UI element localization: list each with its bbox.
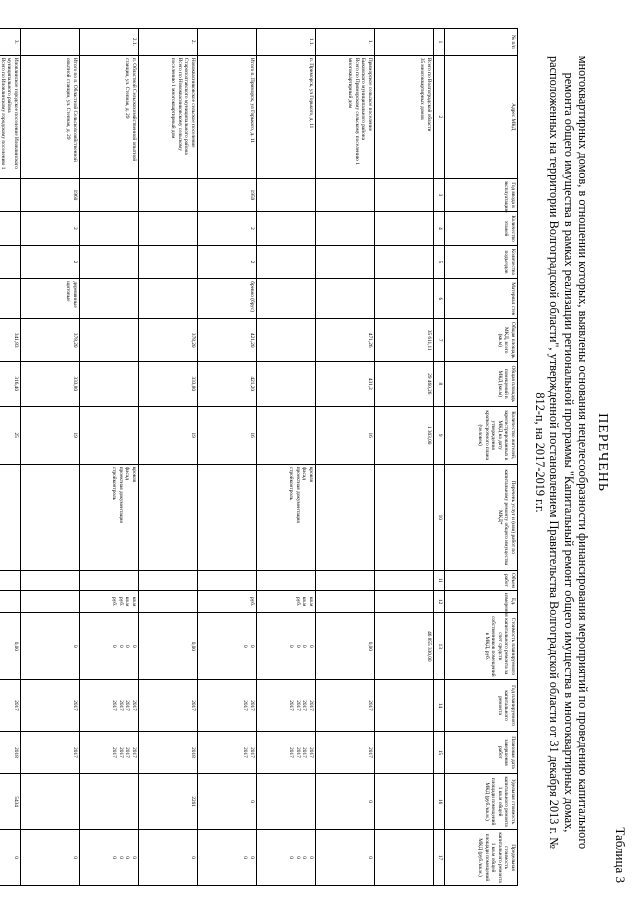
cell-vol [0,570,21,590]
cell-works [0,464,21,570]
column-header: Предельная стоимость капитального ремонта 1 кв.м общей площади помещений МКД (руб./кв.м.) [445,830,518,886]
cell-unit [0,590,21,612]
cell-line: 0 [111,856,118,859]
cell-line: 2017 [249,700,255,711]
column-number: 15 [434,731,445,773]
cell-unit-cost [139,774,198,830]
cell-works [375,464,434,570]
cell-addr [198,55,257,178]
table-row [375,29,434,886]
cell-line: стройконтроль [288,466,295,501]
cell-line: Всего по Волгоградской области [426,57,432,132]
cell-line: 0 [367,856,373,859]
cell-area-prem: 316,40 [0,361,21,406]
cell-line: кв.м [308,596,314,607]
cell-line: 0 [131,645,137,648]
cell-addr [375,55,434,178]
column-number: 16 [434,774,445,830]
cell-yr [375,680,434,731]
cell-addr [0,55,21,178]
cell-area-total [257,319,316,361]
table-row [0,29,21,886]
cell-line: 2017 [301,747,308,758]
cell-mat [316,279,375,319]
cell-year [257,178,316,212]
cell-line: 2017 [288,747,295,758]
cell-line: 2017 [72,747,78,758]
cell-line: 0 [294,856,301,859]
cell-line: стройконтроль [111,466,118,501]
cell-floors [375,212,434,246]
cell-works [198,464,257,570]
table-row [316,29,375,886]
cell-max-cost [375,830,434,886]
cell-entr [375,245,434,279]
table-row [257,29,316,886]
cell-line: 2017 [131,747,137,758]
cell-line: 0 [308,645,314,648]
cell-line: 0 [190,856,196,859]
cell-resid: 25 [0,406,21,464]
cell-line: фасад [124,466,131,480]
cell-line: проектная документация [117,466,124,523]
cell-unit [21,590,80,612]
cell-line: 0 [242,645,249,648]
cell-line: 2017 [308,700,314,711]
column-header: Год ввода в эксплуатацию [445,178,518,212]
cell-line: Всего по Новоквасниковскому сельскому поселению 1 многоквартирный дом [170,57,183,151]
cell-line: 0 [249,856,255,859]
cell-line: 0 [72,856,78,859]
cell-line: 2017 [13,700,19,711]
cell-line: 0 [72,645,78,648]
column-number: 2 [434,55,445,178]
cell-line: 2017 [308,747,314,758]
column-number: 17 [434,830,445,886]
column-number: 6 [434,279,445,319]
cell-unit [198,590,257,612]
cell-date [21,731,80,773]
cell-cost [80,613,139,680]
column-number: 1 [434,29,445,56]
column-header: Общая площадь МКД, всего (кв.м) [445,319,518,361]
column-header: Год планируемого капитального ремонта [445,680,518,731]
cell-resid: 19 [139,406,198,464]
cell-floors [0,212,21,246]
cell-line: Всего по Приморскому сельскому поселению 1 многоквартирный дом [347,57,360,165]
cell-line: 0,00 [367,641,373,651]
cell-line: руб. [117,597,124,607]
cell-works [21,464,80,570]
cell-date [375,731,434,773]
cell-yr [21,680,80,731]
cell-vol [80,570,139,590]
cell-cost [198,613,257,680]
mkd-table [0,28,518,886]
cell-line: кв.м [131,596,137,607]
cell-area-prem: 29 460,26 [375,361,434,406]
cell-floors [257,212,316,246]
cell-line: 2018 [13,747,19,758]
cell-mat [80,279,139,319]
cell-line: 2017 [249,747,255,758]
cell-line: руб. [294,597,301,607]
cell-line: 0 [242,856,249,859]
cell-date [198,731,257,773]
cell-vol [139,570,198,590]
cell-line: кв.м [301,596,308,607]
cell-mat [257,279,316,319]
cell-entr [80,245,139,279]
column-number: 14 [434,680,445,731]
cell-line: Итого по п. Областной Сельскохозяйственной опытной станции, ул. Степная, д. 29 [65,57,78,162]
cell-area-total [80,319,139,361]
cell-line: 2017 [367,747,373,758]
cell-unit-cost [80,774,139,830]
table-row [139,29,198,886]
cell-yr [139,680,198,731]
cell-floors [80,212,139,246]
cell-no: 2. [139,29,198,56]
cell-unit [316,590,375,612]
cell-floors: 2 [198,212,257,246]
cell-resid: 1 303,00 [375,406,434,464]
cell-line: 2017 [124,747,131,758]
cell-line: Новоквасниковское сельское поселение Старополтавского муниципального района [183,57,196,155]
cell-cost [139,613,198,680]
cell-date [257,731,316,773]
column-header: Количество этажей [445,212,518,246]
cell-entr: 2 [21,245,80,279]
cell-no [375,29,434,56]
cell-yr [0,680,21,731]
cell-year [139,178,198,212]
cell-no [198,29,257,56]
cell-line: 0 [131,856,137,859]
cell-entr [257,245,316,279]
cell-line: 0 [117,645,124,648]
cell-line: 0 [117,856,124,859]
table-row [80,29,139,886]
cell-line: 0 [308,856,314,859]
cell-line: кровля [308,466,314,483]
cell-floors [139,212,198,246]
cell-addr [21,55,80,178]
cell-line: руб. [111,597,118,607]
cell-max-cost [21,830,80,886]
column-number: 10 [434,464,445,570]
cell-line: 0 [301,856,308,859]
cell-no: 2.1. [80,29,139,56]
cell-yr [257,680,316,731]
cell-year [0,178,21,212]
cell-area-total: 471,26 [316,319,375,361]
cell-mat: бревно (брус) [198,279,257,319]
cell-line: кровля [131,466,137,483]
cell-line: 2017 [367,700,373,711]
cell-max-cost [198,830,257,886]
cell-yr [316,680,375,731]
cell-unit [257,590,316,612]
cell-yr [80,680,139,731]
cell-line: п. Приморск, ул Горького, д. 11 [308,57,314,129]
cell-no: 1. [316,29,375,56]
cell-area-prem: 333,80 [21,361,80,406]
cell-mat [375,279,434,319]
column-number: 12 [434,590,445,612]
table-body [0,29,434,886]
cell-area-total: 35 611,11 [375,319,434,361]
cell-date [80,731,139,773]
table-label: Таблица 3 [613,827,628,883]
column-header: Ед. измерения [445,590,518,612]
column-number: 9 [434,406,445,464]
cell-area-prem [257,361,316,406]
cell-cost [21,613,80,680]
table-row [198,29,257,886]
cell-entr [0,245,21,279]
cell-works [80,464,139,570]
column-header: Адрес МКД [445,55,518,178]
column-number: 5 [434,245,445,279]
cell-line: 0 [288,645,295,648]
cell-line: 2017 [288,700,295,711]
cell-mat: деревянные щитовые [21,279,80,319]
cell-line: 2018 [190,747,196,758]
column-header: Количество подъездов [445,245,518,279]
cell-line: Иловлинское городское поселение Иловлинского муниципального района [6,57,19,169]
cell-line: 2017 [294,747,301,758]
cell-line: кв.м [124,596,131,607]
column-header: № п/п [445,29,518,56]
cell-line: 0 [111,645,118,648]
cell-line: 2017 [72,700,78,711]
cell-vol [21,570,80,590]
cell-line: Приморское сельское поселение [367,57,373,132]
cell-line: 2017 [242,700,249,711]
cell-line: 0,00 [190,641,196,651]
cell-no: 3. [0,29,21,56]
cell-date [0,731,21,773]
column-header: Перечень услуг и (или) работ по капитальному ремонту общего имущества МКД* [445,464,518,570]
cell-unit-cost [257,774,316,830]
cell-addr [80,55,139,178]
cell-unit-cost [21,774,80,830]
cell-line: 0 [124,856,131,859]
column-number: 3 [434,178,445,212]
cell-line: 0 [301,645,308,648]
cell-line: 0 [249,645,255,648]
cell-area-prem [80,361,139,406]
cell-no [21,29,80,56]
cell-vol [198,570,257,590]
cell-date [316,731,375,773]
column-header: Объем работ [445,570,518,590]
document-subtitle: многоквартирных домов, в отношении которых, выявлены основания нецелесообразности финансирования мероприятий по проведению капитального ремонта общего имущества в рамках реализации региональной программы "Капитальный ремонт общего имущества в многоквартирных домах, расположенных на территории Волгоградской области", утвержденной постановлением Правительства Волгоградской области от 31 декабря 2013 г. № 812-п, на 2017-2019 г.г. [533,55,590,850]
cell-entr: 2 [198,245,257,279]
column-header: Удельная стоимость капитального ремонта 1 кв.м общей площади помещений МКД (руб./кв.м.) [445,774,518,830]
cell-line: 0 [288,856,295,859]
cell-mat [0,279,21,319]
cell-unit [139,590,198,612]
column-header: Плановая дата завершения работ [445,731,518,773]
cell-line: проектная документация [294,466,301,523]
cell-works [139,464,198,570]
column-header: Материал стен [445,279,518,319]
cell-year [375,178,434,212]
document-title: ПЕРЕЧЕНЬ [595,413,610,492]
cell-area-total: 378,20 [139,319,198,361]
cell-unit-cost [198,774,257,830]
cell-line: Итого п. Приморск, ул Горького, д. 11 [249,57,255,143]
cell-resid [257,406,316,464]
cell-line: 0 [294,645,301,648]
column-number: 8 [434,361,445,406]
cell-line: 0,00 [13,641,19,651]
cell-max-cost [316,830,375,886]
cell-line: п. Областной Сельскохозяйственной опытной станции, ул. Степная, д. 29 [124,57,137,162]
cell-max-cost [0,830,21,886]
cell-line: 46 855 330,00 [426,631,432,662]
cell-resid: 16 [316,406,375,464]
cell-floors [316,212,375,246]
column-header: Количество жителей, зарегистрированных в МКД на дату утверждения краткосрочного плана (человек) [445,406,518,464]
cell-entr [316,245,375,279]
cell-unit [80,590,139,612]
cell-addr [139,55,198,178]
cell-line: 2017 [294,700,301,711]
cell-date [139,731,198,773]
cell-unit [375,590,434,612]
cell-line: 35 многоквартирных домов [419,57,426,120]
column-number: 7 [434,319,445,361]
cell-area-total: 421,20 [198,319,257,361]
cell-line: 2017 [131,700,137,711]
header-row [445,29,518,886]
cell-line: 2017 [117,700,124,711]
cell-line: 0 [249,800,255,803]
cell-resid: 19 [21,406,80,464]
cell-floors: 2 [21,212,80,246]
cell-cost [257,613,316,680]
cell-vol [316,570,375,590]
cell-line: 5434 [13,796,19,807]
cell-line: 0 [124,645,131,648]
cell-no: 1.1. [257,29,316,56]
cell-area-total: 378,20 [21,319,80,361]
cell-unit-cost [316,774,375,830]
cell-year [80,178,139,212]
cell-line: 2201 [190,796,196,807]
cell-area-total: 341,83 [0,319,21,361]
cell-entr [139,245,198,279]
column-number: 13 [434,613,445,680]
cell-works [257,464,316,570]
cell-line: 0 [13,856,19,859]
cell-line: 2017 [117,747,124,758]
cell-cost [0,613,21,680]
cell-line: Всего по Иловлинскому городскому поселению 1 [0,57,6,170]
cell-works [316,464,375,570]
cell-line: руб. [249,597,255,607]
cell-yr [198,680,257,731]
cell-area-prem: 431,2 [316,361,375,406]
cell-area-prem: 421,20 [198,361,257,406]
table-row [21,29,80,886]
cell-resid: 16 [198,406,257,464]
column-header: Стоимость планируемого капитального ремонта за счет средств собственников помещений в МКД, руб. [445,613,518,680]
cell-max-cost [139,830,198,886]
cell-line: 2017 [111,700,118,711]
cell-addr [316,55,375,178]
cell-max-cost [80,830,139,886]
cell-line: 2017 [242,747,249,758]
cell-year: 1960 [21,178,80,212]
cell-line: 2017 [111,747,118,758]
cell-max-cost [257,830,316,886]
cell-vol [257,570,316,590]
column-number: 4 [434,212,445,246]
cell-year [316,178,375,212]
cell-mat [139,279,198,319]
cell-line: 2017 [124,700,131,711]
cell-addr [257,55,316,178]
cell-cost [316,613,375,680]
cell-line: Быковского муниципального района [360,57,367,140]
column-number-row [434,29,445,886]
cell-line: фасад [301,466,308,480]
cell-area-prem: 333,80 [139,361,198,406]
cell-line: 2017 [190,700,196,711]
column-number: 11 [434,570,445,590]
cell-line: 0 [367,800,373,803]
column-header: Общая площадь помещений в МКД (кв.м) [445,361,518,406]
cell-cost [375,613,434,680]
cell-line: 2017 [301,700,308,711]
cell-year: 1959 [198,178,257,212]
cell-unit-cost [375,774,434,830]
cell-unit-cost [0,774,21,830]
cell-resid [80,406,139,464]
cell-vol [375,570,434,590]
